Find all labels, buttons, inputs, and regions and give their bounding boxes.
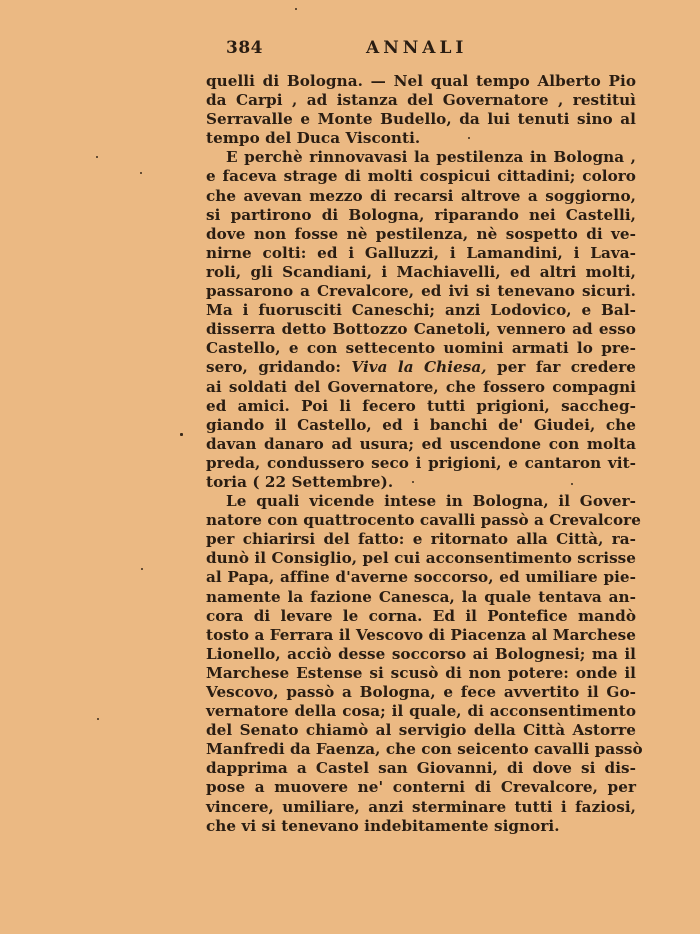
text-line: vincere, umiliare, anzi sterminare tutti i faziosi, — [206, 797, 636, 816]
print-speck — [96, 156, 98, 158]
paragraph-start-line: E perchè rinnovavasi la pestilenza in Bologna , — [226, 148, 636, 167]
text-line: dove non fosse nè pestilenza, nè sospetto di ve- — [206, 224, 636, 243]
print-speck — [141, 568, 143, 570]
text-segment: per far credere — [497, 358, 637, 377]
body-text — [206, 72, 643, 836]
text-segment: sero, gridando: — [206, 358, 341, 377]
text-line: preda, condussero seco i prigioni, e cantaron vit- — [206, 453, 636, 472]
text-line: da Carpi , ad istanza del Governatore , restituì — [206, 91, 636, 110]
italic-phrase: Viva la Chiesa, — [351, 358, 487, 377]
text-line: giando il Castello, ed i banchi de' Giudei, che — [206, 415, 636, 434]
text-line: disserra detto Bottozzo Canetoli, vennero ad esso — [206, 320, 636, 339]
text-line: e faceva strage di molti cospicui cittadini; coloro — [206, 167, 636, 186]
text-line: natore con quattrocento cavalli passò a Crevalcore — [206, 511, 641, 530]
print-speck — [97, 718, 99, 720]
print-speck — [412, 481, 414, 483]
text-line: tosto a Ferrara il Vescovo di Piacenza al Marchese — [206, 625, 636, 644]
text-line: toria ( 22 Settembre). — [206, 472, 394, 491]
print-speck — [295, 8, 297, 10]
text-line: ai soldati del Governatore, che fossero compagni — [206, 377, 636, 396]
text-line: davan danaro ad usura; ed uscendone con molta — [206, 434, 636, 453]
text-line: Serravalle e Monte Budello, da lui tenuti sino al — [206, 110, 636, 129]
text-line: cora di levare le corna. Ed il Pontefice mandò — [206, 606, 636, 625]
text-line: Manfredi da Faenza, che con seicento cavalli passò — [206, 740, 643, 759]
text-line: Vescovo, passò a Bologna, e fece avvertito il Go- — [206, 683, 636, 701]
text-line: roli, gli Scandiani, i Machiavelli, ed altri molti, — [206, 262, 636, 281]
text-line: Marchese Estense si scusò di non potere: onde il — [206, 663, 636, 682]
text-line: che avevan mezzo di recarsi altrove a soggiorno, — [206, 186, 636, 205]
text-line: si partirono di Bologna, riparando nei Castelli, — [206, 205, 636, 224]
text-line-with-italic — [206, 358, 636, 377]
text-line: vernatore della cosa; il quale, di acconsentimento — [206, 702, 636, 721]
paragraph-start-line: Le quali vicende intese in Bologna, il Gover- — [226, 492, 636, 511]
text-line: Lionello, acciò desse soccorso ai Bolognesi; ma il — [206, 644, 636, 663]
text-line: dapprima a Castel san Giovanni, di dove si dis- — [206, 759, 636, 778]
page-header — [206, 38, 636, 60]
text-line: Castello, e con settecento uomini armati lo pre- — [206, 339, 636, 358]
text-line: Ma i fuorusciti Caneschi; anzi Lodovico, e Bal- — [206, 301, 636, 320]
print-speck — [180, 433, 183, 436]
text-line: nirne colti: ed i Galluzzi, i Lamandini, i Lava- — [206, 243, 636, 262]
text-line: che vi si tenevano indebitamente signori. — [206, 816, 560, 835]
text-line: passarono a Crevalcore, ed ivi si tenevano sicuri. — [206, 282, 636, 301]
print-speck — [140, 172, 142, 174]
text-line: per chiarirsi del fatto: e ritornato alla Città, ra- — [206, 530, 636, 549]
text-line: dunò il Consiglio, pel cui acconsentimento scrisse — [206, 549, 636, 568]
text-line: pose a muovere ne' conterni di Crevalcore, per — [206, 778, 636, 797]
print-speck — [571, 483, 573, 485]
print-speck — [468, 137, 470, 139]
text-line: namente la fazione Canesca, la quale tentava an- — [206, 587, 636, 606]
text-line: tempo del Duca Visconti. — [206, 129, 421, 148]
page-number: 384 — [226, 38, 263, 58]
text-line: del Senato chiamò al servigio della Città Astorre — [206, 721, 636, 740]
text-line: quelli di Bologna. — Nel qual tempo Alberto Pio — [206, 72, 636, 90]
text-line: ed amici. Poi li fecero tutti prigioni, saccheg- — [206, 396, 636, 415]
text-line: al Papa, affine d'averne soccorso, ed umiliare pie- — [206, 568, 636, 587]
running-title: ANNALI — [366, 38, 468, 58]
